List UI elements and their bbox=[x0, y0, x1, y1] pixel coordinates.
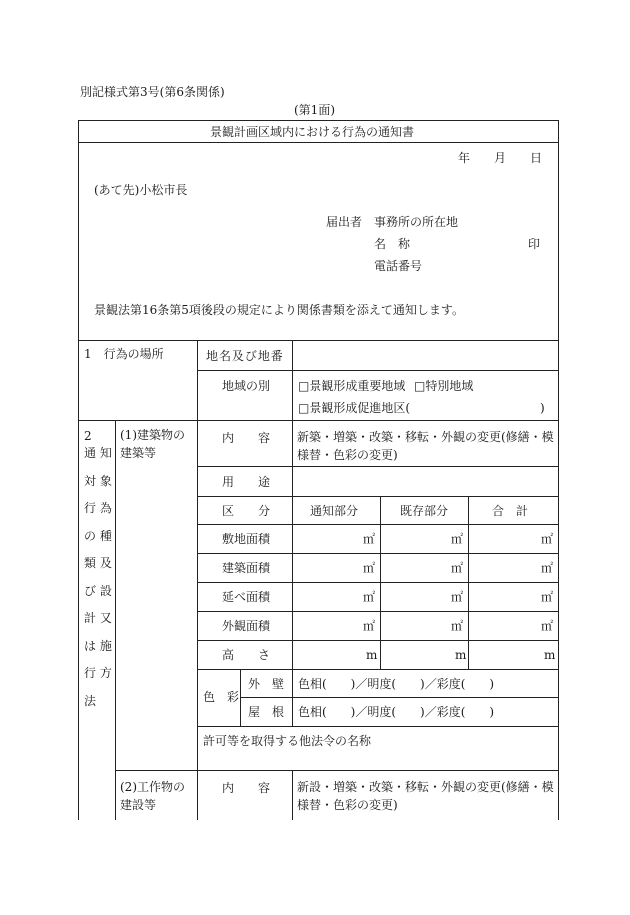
structure-content-options: 新設・増築・改築・移転・外観の変更(修繕・模様替・色彩の変更) bbox=[297, 780, 554, 812]
kubun-label: 区 分 bbox=[222, 504, 271, 518]
unit-cell: ㎡ bbox=[363, 619, 376, 633]
structure-label: (2)工作物の建設等 bbox=[120, 780, 185, 812]
area-option-special[interactable]: □特別地域 bbox=[414, 379, 474, 393]
form-id: 別記様式第3号(第6条関係) bbox=[80, 85, 225, 99]
sec2-col2-divider bbox=[197, 420, 198, 820]
unit-cell: ㎡ bbox=[451, 619, 464, 633]
vertical-line: 計 又 bbox=[84, 611, 112, 625]
date-year: 年 bbox=[458, 151, 471, 165]
section1-bottom bbox=[78, 420, 558, 421]
title-bottom bbox=[78, 142, 558, 143]
row-line bbox=[197, 640, 558, 641]
unit-cell: ㎡ bbox=[363, 561, 376, 575]
row-label-height: 高 さ bbox=[222, 648, 271, 662]
unit-cell: m bbox=[366, 648, 378, 662]
vertical-line: 通 知 bbox=[84, 446, 112, 460]
roof-label: 屋 根 bbox=[248, 705, 285, 719]
vertical-line: は 施 bbox=[84, 638, 112, 653]
row-line bbox=[197, 582, 558, 583]
vertical-line: の 種 bbox=[84, 528, 112, 543]
unit-cell: ㎡ bbox=[451, 561, 464, 575]
addressee: (あて先)小松市長 bbox=[94, 183, 188, 197]
row-label-exterior-area: 外観面積 bbox=[222, 619, 271, 633]
frame-top bbox=[78, 120, 558, 121]
use-label: 用 途 bbox=[222, 475, 271, 489]
col-existing-header: 既存部分 bbox=[400, 504, 449, 518]
area-option-promotion[interactable]: □景観形成促進地区( bbox=[298, 401, 411, 415]
frame-right bbox=[558, 120, 559, 820]
sec1-divider bbox=[197, 340, 198, 420]
place-label: 地名及び地番 bbox=[206, 349, 284, 363]
header-block-bottom bbox=[78, 340, 558, 341]
use-row-bottom bbox=[197, 496, 558, 497]
roof-color-fields: 色相( )／明度( )／彩度( ) bbox=[298, 705, 495, 719]
row-line bbox=[197, 553, 558, 554]
row-line bbox=[197, 611, 558, 612]
section2-number: 2 bbox=[84, 429, 92, 443]
structure-label-divider bbox=[292, 770, 293, 820]
section2-vertical-title bbox=[84, 440, 112, 715]
col-total-header: 合 計 bbox=[492, 504, 529, 518]
unit-cell: m bbox=[455, 648, 467, 662]
row-label-building-area: 建築面積 bbox=[222, 561, 271, 575]
content-options: 新築・増築・改築・移転・外観の変更(修繕・模様替・色彩の変更) bbox=[297, 430, 554, 462]
area-option-promotion-close: ) bbox=[540, 401, 545, 415]
content-row-bottom bbox=[197, 466, 558, 467]
col-notice-header: 通知部分 bbox=[310, 504, 359, 518]
permit-label: 許可等を取得する他法令の名称 bbox=[203, 734, 372, 748]
notifier-label: 届出者 bbox=[326, 215, 363, 229]
notifier-phone-label: 電話番号 bbox=[374, 259, 423, 273]
row-label-site-area: 敷地面積 bbox=[222, 532, 271, 546]
row-line bbox=[197, 669, 558, 670]
area-option-important[interactable]: □景観形成重要地域 bbox=[298, 379, 406, 393]
unit-cell: m bbox=[544, 648, 556, 662]
unit-cell: ㎡ bbox=[541, 561, 554, 575]
page-label: (第1面) bbox=[294, 103, 335, 117]
vertical-line: 法 bbox=[84, 693, 97, 708]
area-label: 地域の別 bbox=[222, 379, 271, 393]
wall-label: 外 壁 bbox=[248, 677, 285, 691]
color-row-bottom bbox=[197, 726, 558, 727]
sec1-label-divider bbox=[292, 340, 293, 420]
date-day: 日 bbox=[530, 151, 543, 165]
vertical-line: 類 及 bbox=[84, 556, 112, 570]
unit-cell: ㎡ bbox=[541, 590, 554, 604]
building-section-bottom bbox=[115, 770, 558, 771]
wall-row-bottom bbox=[240, 697, 558, 698]
frame-left bbox=[78, 120, 79, 820]
unit-cell: ㎡ bbox=[451, 590, 464, 604]
place-row-bottom bbox=[197, 370, 558, 371]
vertical-line: 行 方 bbox=[84, 666, 112, 680]
vertical-line: 対 象 bbox=[84, 473, 112, 488]
wall-color-fields: 色相( )／明度( )／彩度( ) bbox=[298, 677, 495, 691]
sec2-col1-divider bbox=[115, 420, 116, 820]
seal-mark: 印 bbox=[528, 237, 541, 251]
date-month: 月 bbox=[494, 151, 507, 165]
color-label: 色 彩 bbox=[203, 690, 240, 704]
structure-content-label: 内 容 bbox=[222, 781, 271, 795]
vertical-line: 行 為 bbox=[84, 501, 112, 515]
statement: 景観法第16条第5項後段の規定により関係書類を添えて通知します。 bbox=[94, 303, 464, 317]
kubun-row-bottom bbox=[197, 524, 558, 525]
form-title: 景観計画区域内における行為の通知書 bbox=[210, 125, 415, 139]
building-label: (1)建築物の建築等 bbox=[120, 428, 185, 460]
unit-cell: ㎡ bbox=[363, 532, 376, 546]
section1-label: 1 行為の場所 bbox=[84, 347, 164, 361]
vertical-line: び 設 bbox=[84, 583, 112, 598]
row-label-floor-area: 延べ面積 bbox=[222, 590, 271, 604]
unit-cell: ㎡ bbox=[541, 619, 554, 633]
notifier-name-label: 名 称 bbox=[374, 237, 411, 251]
unit-cell: ㎡ bbox=[451, 532, 464, 546]
content-label: 内 容 bbox=[222, 431, 271, 445]
unit-cell: ㎡ bbox=[363, 590, 376, 604]
unit-cell: ㎡ bbox=[541, 532, 554, 546]
notifier-address-label: 事務所の所在地 bbox=[374, 215, 459, 229]
